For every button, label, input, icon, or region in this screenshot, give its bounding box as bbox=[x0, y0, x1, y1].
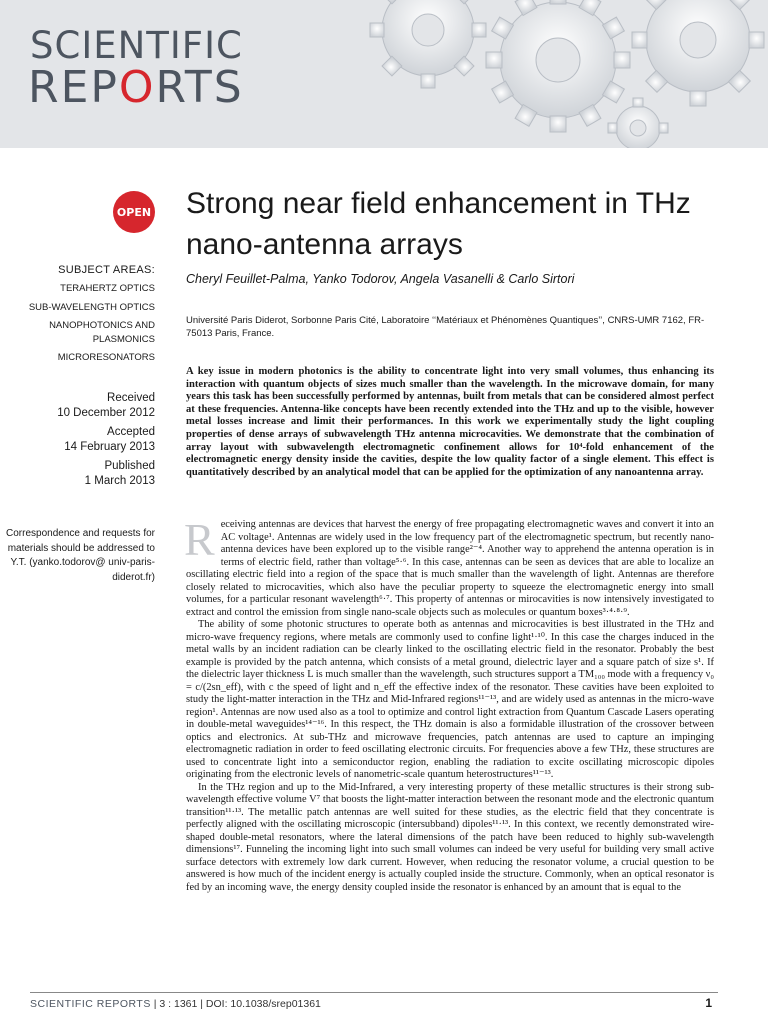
footer-journal: SCIENTIFIC REPORTS bbox=[30, 998, 151, 1010]
subject-item[interactable]: MICRORESONATORS bbox=[57, 352, 155, 363]
journal-name-line1: SCIENTIFIC bbox=[30, 24, 243, 67]
subject-item[interactable]: SUB-WAVELENGTH OPTICS bbox=[28, 301, 155, 313]
body-paragraph: Receiving antennas are devices that harvest the energy of free propagating electromagnetic waves and convert it into an AC voltage¹. Antennas are widely used in the low frequency part of the electromagnetic spectrum, but recently nano-antenna devices have been explored up to the visible range²⁻⁴. Another way to apprehend the antenna operation is in terms of electric field, rather than voltage⁵·⁶. In this case, antennas can be seen as devices that are able to localize an oscillating electric field into a region of the space that is much smaller than the wavelength of light. Antennas are therefore closely related to microcavities, which also have the peculiar property to squeeze the electromagnetic energy into small volumes, for a particular resonant wavelength⁶·⁷. This property of antennas or mirocavities is now intensively investigated to extract and control the emission from single nano-scale objects such as molecules or quantum boxes³·⁴·⁸·⁹. bbox=[184, 514, 714, 618]
correspondence-note: Correspondence and requests for materials should be addressed to Y.T. (yanko.todorov@ univ-paris-diderot.fr) bbox=[6, 528, 155, 583]
accepted-date: 14 February 2013 bbox=[64, 441, 155, 453]
published-date: 1 March 2013 bbox=[84, 475, 155, 487]
article-dates bbox=[0, 391, 155, 493]
journal-name-line2: REPORTS bbox=[28, 62, 244, 113]
footer-doi[interactable]: | 3 : 1361 | DOI: 10.1038/srep01361 bbox=[150, 998, 321, 1010]
page-number: 1 bbox=[705, 996, 712, 1010]
open-access-badge: OPEN bbox=[113, 191, 155, 233]
published-label: Published bbox=[104, 460, 155, 472]
subject-item[interactable]: TERAHERTZ OPTICS bbox=[60, 283, 155, 294]
body-paragraph: The ability of some photonic structures to operate both as antennas and microcavities is best illustrated in the THz and micro-wave frequency regions, where metals are commonly used to confine light¹·¹⁰. In this case the charges induced in the metal walls by an incident radiation can be clearly linked to the oscillating electric field in the resonator. Probably the best example is provided by the patch antenna, which consists of a metal ground, dielectric layer and a square patch of size s¹. If the dielectric layer thickness L is much smaller than the wavelength, such structures support a TM₁₀₀ mode with a frequency ν₀ = c/(2sn_eff), with c the speed of light and n_eff the effective index of the resonator. These cavities have been exploited to study the light-matter interaction in the THz and Mid-Infrared regions¹¹⁻¹³, and are widely used as antennas in the micro-wave region¹. Antennas are now used also as a tool to optimize and control light extraction from Quantum Cascade Lasers operating in double-metal waveguides¹⁴⁻¹⁶. In this respect, the THz domain is also a formidable illustration of the crossover between optics and electronics. At sub-THz and microwave frequencies, patch antennas are used to capture an impinging electromagnetic radiation in order to feed oscillating electronic circuits. For frequencies above a few THz, these structures are used to concentrate light into a semiconductor region, enabling the radiation to excite oscillating microscopic dipoles originating from the electronic levels of nanometric-scale quantum heterostructures¹¹⁻¹³. bbox=[186, 619, 714, 780]
journal-header bbox=[0, 0, 768, 148]
received-label: Received bbox=[107, 392, 155, 404]
footer-divider bbox=[30, 992, 718, 993]
drop-cap: R bbox=[184, 514, 215, 565]
article-body bbox=[184, 514, 714, 894]
subject-areas-list bbox=[0, 282, 155, 370]
received-date: 10 December 2012 bbox=[57, 407, 155, 419]
gear-o-icon: O bbox=[118, 62, 156, 113]
subject-item[interactable]: NANOPHOTONICS AND PLASMONICS bbox=[49, 320, 155, 345]
article-title: Strong near field enhancement in THz nano-antenna arrays bbox=[186, 187, 691, 261]
affiliation: Université Paris Diderot, Sorbonne Paris Cité, Laboratoire ‘‘Matériaux et Phénomènes Quantiques’’, CNRS-UMR 7162, FR-75013 Paris, France. bbox=[186, 315, 705, 339]
accepted-label: Accepted bbox=[107, 426, 155, 438]
body-paragraph: In the THz region and up to the Mid-Infrared, a very interesting property of these metallic structures is their strong sub-wavelength effective volume V⁷ that boosts the light-matter interaction between the resonant mode and the electronic quantum transition¹¹·¹³. The metallic patch antennas are well suited for these studies, as the electric field that they concentrate is perfectly aligned with the oscillating microscopic (intersubband) dipoles¹¹·¹³. In this context, we recently demonstrated wire-shaped double-metal resonators, where the lateral dimensions of the patch have been reduced to highly sub-wavelength dimensions¹⁷. Funneling the incoming light into such small volumes can indeed be very useful for building very small active surface detectors with extremely low dark current. However, when reducing the resonator volume, a crucial question to be answered is how much of the incident energy is actually coupled inside the structure. Commonly, when an optical resonator is fed by an incoming wave, the energy density coupled inside the resonator is enhanced by an amount that is equal to the bbox=[186, 781, 714, 893]
author-list: Cheryl Feuillet-Palma, Yanko Todorov, Angela Vasanelli & Carlo Sirtori bbox=[186, 272, 575, 286]
abstract: A key issue in modern photonics is the ability to concentrate light into very small volumes, thus enhancing its interaction with quantum objects of sizes much smaller than the wavelength. In the microwave domain, for many years this task has been successfully performed by antennas, built from metals that can be considered almost perfect at these frequencies. Antenna-like concepts have been recently extended into the THz and up to the visible, however metal losses increase and limit their performances. In this work we experimentally study the light coupling properties of dense arrays of subwavelength THz antenna microcavities. We demonstrate that the combination of array layout with subwavelength electromagnetic confinement allows for 10⁴-fold enhancement of the electromagnetic energy density inside the cavities, despite the low quality factor of a single element. This effect is quantitatively described by an analytical model that can be applied for the optimization of any nanoantenna array. bbox=[186, 366, 714, 478]
gears-illustration-icon bbox=[308, 0, 768, 148]
footer-citation bbox=[30, 998, 718, 1010]
subject-areas-heading: SUBJECT AREAS: bbox=[58, 264, 155, 276]
